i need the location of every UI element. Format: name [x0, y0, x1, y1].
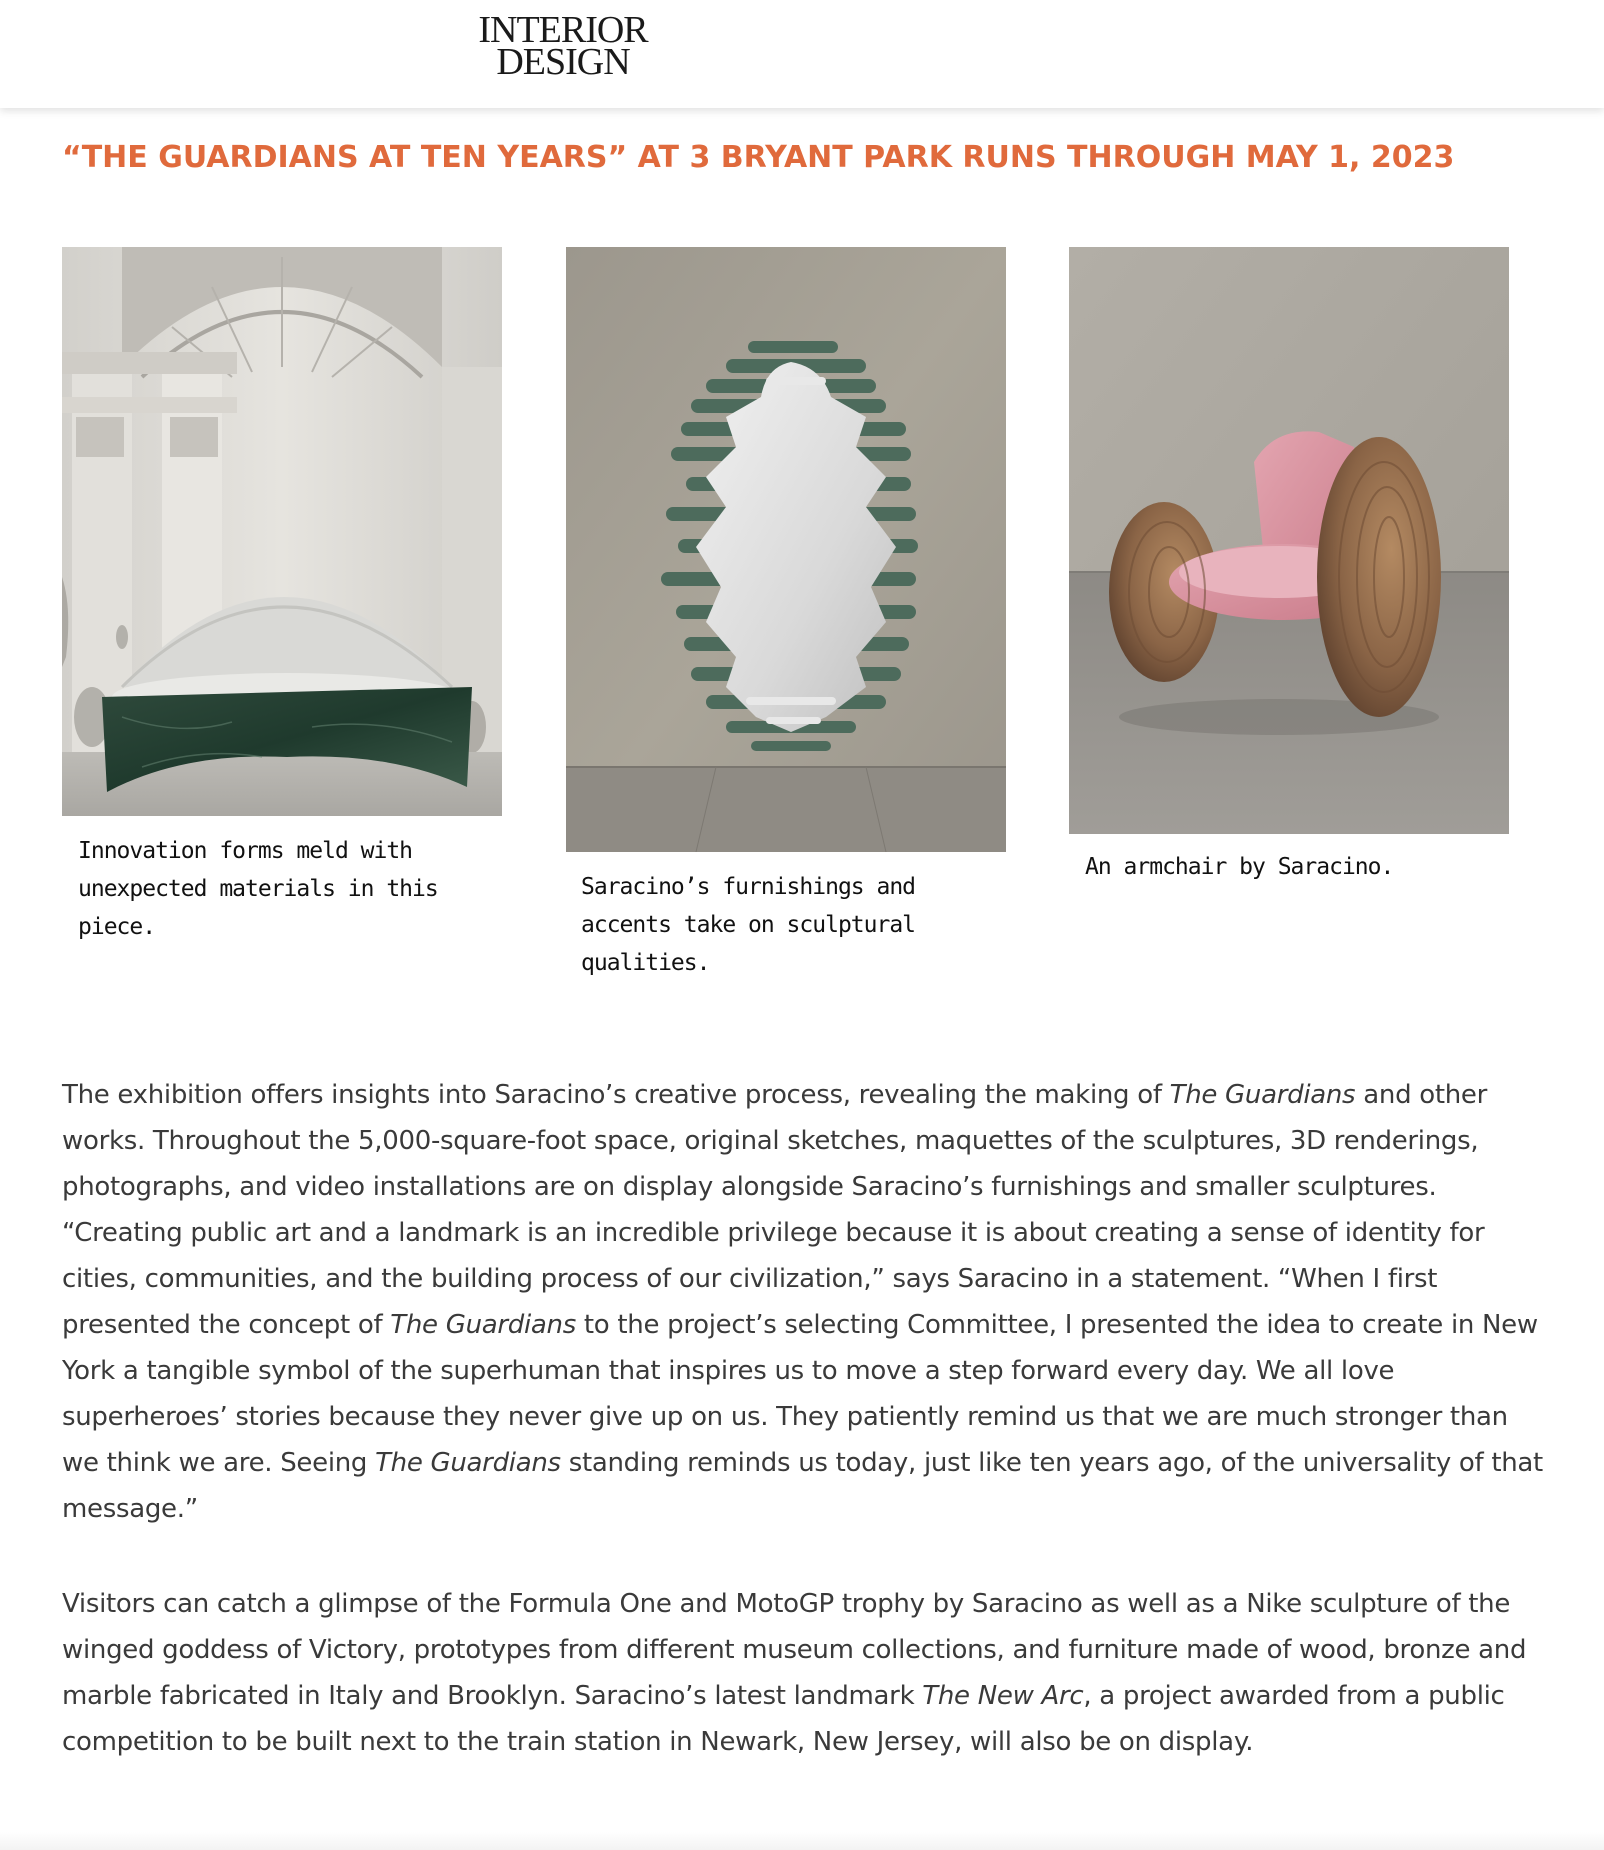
logo-line-2: DESIGN — [496, 41, 630, 83]
article-subheadline: “THE GUARDIANS AT TEN YEARS” AT 3 BRYANT PARK RUNS THROUGH MAY 1, 2023 — [62, 140, 1455, 175]
article-paragraph — [62, 1072, 1552, 1532]
paragraph-text: , a project awarded from a public competition to be built next to the train station in Newark, New Jersey, will also be on display. — [62, 1681, 1505, 1757]
figure-sculptural-mirror — [566, 247, 1006, 852]
logo-line-1: INTERIOR — [478, 9, 648, 51]
article-paragraph — [62, 1581, 1552, 1765]
artwork-title: The Guardians — [390, 1310, 576, 1340]
artwork-title: The New Arc — [922, 1681, 1084, 1711]
artwork-title: The Guardians — [375, 1448, 561, 1478]
page-bottom-edge — [0, 1832, 1604, 1850]
paragraph-text: Visitors can catch a glimpse of the Formula One and MotoGP trophy by Saracino as well as a Nike sculpture of the winged goddess of Victory, prototypes from different museum collections, and furniture made of wood, bronze and marble fabricated in Italy and Brooklyn. Saracino’s latest landmark — [62, 1589, 1527, 1711]
interior-design-logo[interactable] — [468, 9, 658, 83]
figure-caption: Innovation forms meld with unexpected materials in this piece. — [78, 838, 438, 940]
site-header — [0, 0, 1604, 108]
sculptural-mirror-photo[interactable] — [566, 247, 1006, 852]
paragraph-text: to the project’s selecting Committee, I presented the idea to create in New York a tangible symbol of the superhuman that inspires us to move a step forward every day. We all love superheroes’ stories because they never give up on us. They patiently remind us that we are much stronger than we think we are. Seeing — [62, 1310, 1538, 1478]
paragraph-text: and other works. Throughout the 5,000-square-foot space, original sketches, maquettes of the sculptures, 3D renderings, photographs, and video installations are on display alongside Saracino’s furnishings and smaller sculptures. “Creating public art and a landmark is an incredible privilege because it is about creating a sense of identity for cities, communities, and the building process of our civilization,” says Saracino in a statement. “When I first presented the concept of — [62, 1080, 1488, 1340]
paragraph-text: The exhibition offers insights into Saracino’s creative process, revealing the making of — [62, 1080, 1170, 1110]
artwork-title: The Guardians — [1169, 1080, 1356, 1110]
figure-pink-armchair — [1069, 247, 1509, 834]
figure-caption: An armchair by Saracino. — [1085, 854, 1394, 880]
figure-caption: Saracino’s furnishings and accents take on sculptural qualities. — [581, 874, 916, 976]
figure-marble-sofa — [62, 247, 502, 816]
pink-armchair-photo[interactable] — [1069, 247, 1509, 834]
marble-sofa-photo[interactable] — [62, 247, 502, 816]
paragraph-text: standing reminds us today, just like ten years ago, of the universality of that message.” — [62, 1448, 1543, 1524]
